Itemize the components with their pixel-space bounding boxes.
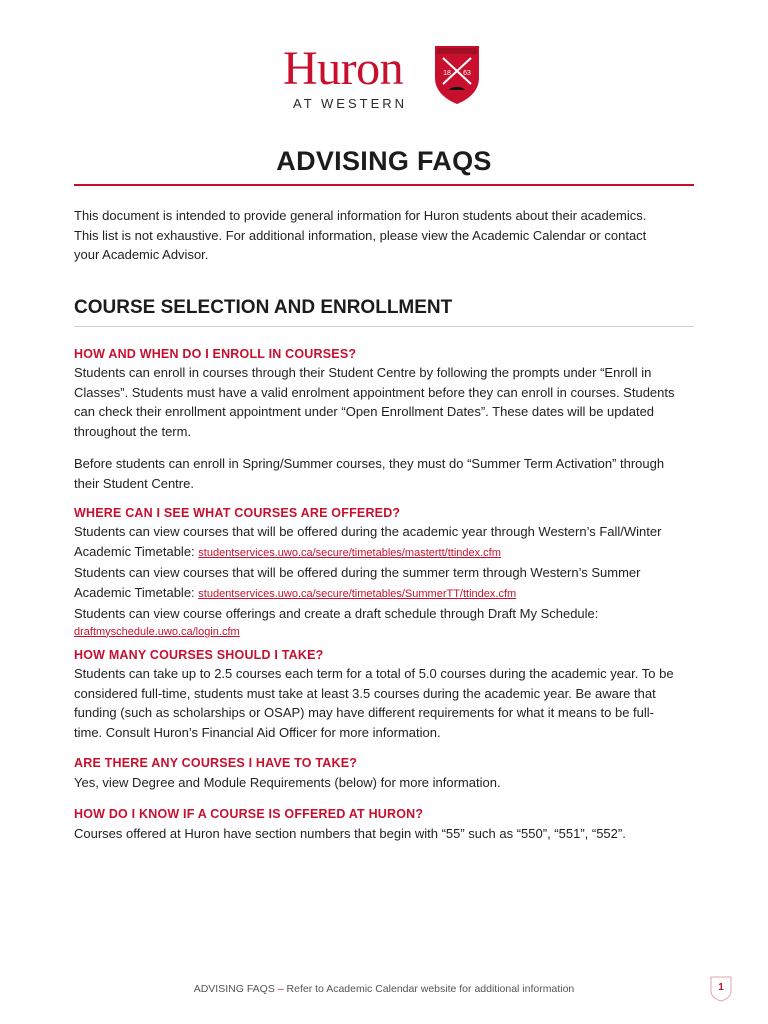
- intro-paragraph: [74, 206, 696, 265]
- faq-question: ARE THERE ANY COURSES I HAVE TO TAKE?: [74, 756, 358, 770]
- faq-question: WHERE CAN I SEE WHAT COURSES ARE OFFERED?: [74, 506, 401, 520]
- faq-answer: [74, 363, 702, 441]
- answer-line: time. Consult Huron’s Financial Aid Officer for more information.: [74, 724, 441, 740]
- answer-line: throughout the term.: [74, 423, 192, 439]
- answer-line: Classes”. Students must have a valid enrolment appointment before they can enroll in courses. Students: [74, 384, 675, 400]
- title-divider: [74, 184, 694, 186]
- summer-timetable-link[interactable]: studentservices.uwo.ca/secure/timetables/SummerTT/ttindex.cfm: [198, 587, 517, 600]
- faq-answer: [74, 664, 702, 742]
- answer-line: [74, 542, 702, 564]
- faq-answer: [74, 522, 702, 639]
- draft-schedule-link[interactable]: draftmyschedule.uwo.ca/login.cfm: [74, 625, 240, 638]
- logo-subtitle: AT WESTERN: [293, 96, 408, 111]
- intro-line: your Academic Advisor.: [74, 247, 209, 262]
- page-title: ADVISING FAQS: [276, 146, 492, 176]
- answer-text: Academic Timetable:: [74, 584, 199, 600]
- answer-line: Students can view courses that will be offered during the academic year through Western’s Fall/Winter: [74, 524, 662, 539]
- answer-line: considered full-time, students must take at least 3.5 courses during the academic year. Be aware that: [74, 685, 656, 701]
- faq-answer: Yes, view Degree and Module Requirements (below) for more information.: [74, 775, 501, 790]
- faq-answer: Courses offered at Huron have section numbers that begin with “55” such as “550”, “551”, “552”.: [74, 826, 626, 841]
- faq-answer: [74, 454, 702, 493]
- answer-line: Students can view courses that will be offered during the summer term through Western’s Summer: [74, 565, 641, 580]
- section-heading: COURSE SELECTION AND ENROLLMENT: [74, 297, 453, 318]
- answer-line: Students can enroll in courses through their Student Centre by following the prompts under “Enroll in: [74, 365, 652, 380]
- page-footer: [0, 983, 768, 995]
- page-number: 1: [718, 982, 724, 993]
- answer-line: [74, 624, 702, 639]
- crest-year-left: 18: [443, 70, 451, 77]
- answer-line: can check their enrollment appointment under “Open Enrollment Dates”. These dates will be updated: [74, 404, 655, 419]
- intro-line: This list is not exhaustive. For additional information, please view the Academic Calendar or contact: [74, 227, 647, 243]
- intro-line: This document is intended to provide general information for Huron students about their academics.: [74, 208, 647, 223]
- footer-doc-title: ADVISING FAQS: [193, 983, 275, 995]
- crest-year-right: 63: [463, 70, 471, 77]
- crest-icon: [433, 44, 481, 106]
- footer-dash: –: [274, 983, 287, 995]
- answer-line: funding (such as scholarships or OSAP) may have different requirements for what it means to be full-: [74, 705, 654, 720]
- answer-line: Before students can enroll in Spring/Summer courses, they must do “Summer Term Activation” through: [74, 456, 665, 471]
- answer-line: Students can take up to 2.5 courses each term for a total of 5.0 courses during the academic year. To be: [74, 666, 674, 681]
- section-divider: [74, 326, 694, 327]
- faq-question: HOW MANY COURSES SHOULD I TAKE?: [74, 648, 324, 662]
- logo-wordmark: Huron: [283, 42, 404, 95]
- answer-text: Academic Timetable:: [74, 543, 199, 559]
- footer-note: Refer to Academic Calendar website for additional information: [286, 983, 575, 995]
- answer-line: their Student Centre.: [74, 475, 194, 491]
- timetable-link[interactable]: studentservices.uwo.ca/secure/timetables/mastertt/ttindex.cfm: [198, 546, 501, 559]
- faq-question: HOW AND WHEN DO I ENROLL IN COURSES?: [74, 347, 357, 361]
- answer-line: Students can view course offerings and create a draft schedule through Draft My Schedule:: [74, 606, 599, 621]
- answer-line: [74, 583, 702, 605]
- faq-question: HOW DO I KNOW IF A COURSE IS OFFERED AT HURON?: [74, 807, 424, 821]
- huron-logo: [283, 44, 487, 112]
